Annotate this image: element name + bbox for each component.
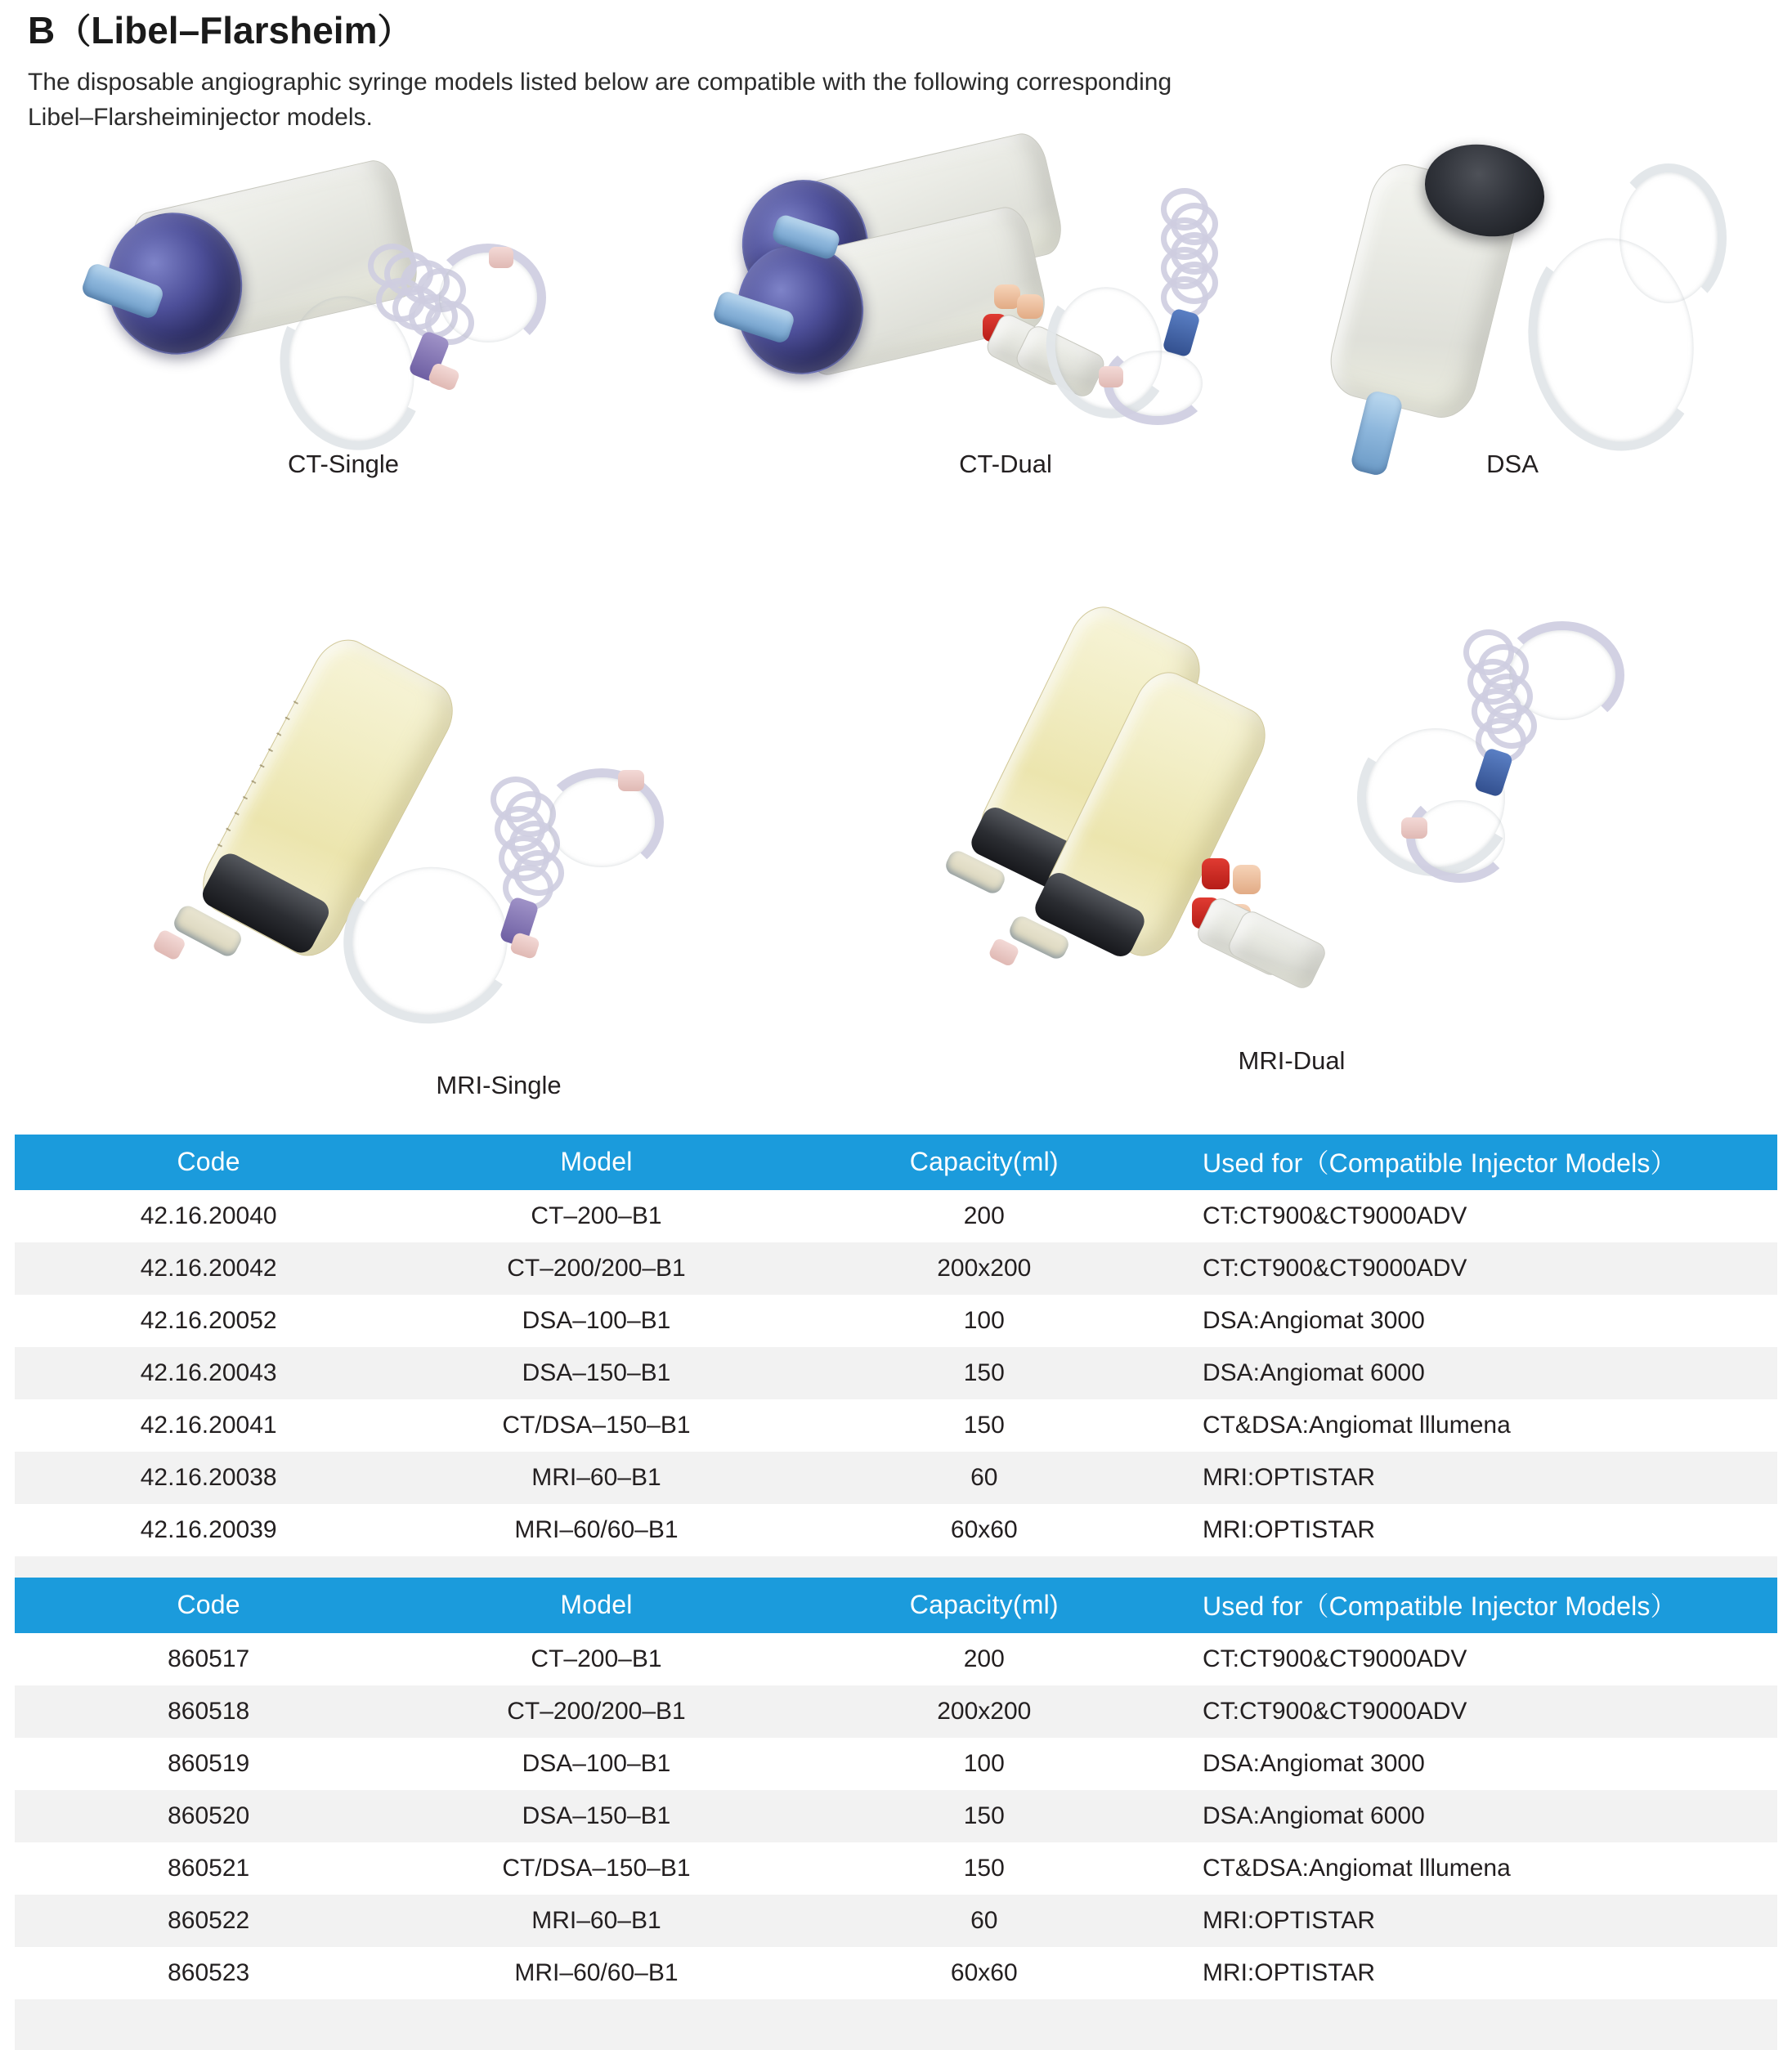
cell-used-for: DSA:Angiomat 6000	[1202, 1359, 1425, 1386]
figure-caption-mri-dual: MRI-Dual	[1238, 1046, 1346, 1075]
cell-capacity: 100	[963, 1307, 1005, 1334]
cell-code: 860521	[168, 1855, 250, 1882]
cell-code: 860520	[168, 1802, 250, 1829]
table-row	[15, 1790, 1777, 1842]
cell-capacity: 100	[963, 1750, 1005, 1777]
table-row	[15, 1242, 1777, 1295]
figure-ct-single	[90, 155, 597, 499]
table-row	[15, 1399, 1777, 1452]
table-row	[15, 1504, 1777, 1556]
cell-used-for: CT&DSA:Angiomat lllumena	[1202, 1412, 1511, 1439]
cell-capacity: 150	[963, 1855, 1005, 1882]
title-paren-close: ）	[377, 12, 412, 51]
cell-code: 42.16.20042	[140, 1255, 277, 1282]
figure-ct-dual	[719, 155, 1292, 499]
figure-caption-ct-single: CT-Single	[287, 450, 400, 478]
cell-code: 860518	[168, 1698, 250, 1725]
cell-capacity: 200x200	[937, 1255, 1032, 1282]
cell-model: DSA–100–B1	[522, 1307, 671, 1334]
spec-table-1-container	[15, 1135, 1777, 1607]
table-row	[15, 1738, 1777, 1790]
table-row	[15, 1895, 1777, 1947]
figure-mri-single	[213, 629, 785, 1120]
cell-capacity: 200	[963, 1202, 1005, 1229]
cell-capacity: 150	[963, 1412, 1005, 1439]
table-row	[15, 1685, 1777, 1738]
cell-code: 42.16.20052	[140, 1307, 277, 1334]
cell-code: 860519	[168, 1750, 250, 1777]
cell-model: CT–200/200–B1	[507, 1255, 686, 1282]
column-header-capacity: Capacity(ml)	[791, 1578, 1178, 1633]
column-header-capacity: Capacity(ml)	[791, 1135, 1178, 1190]
column-header-used-for: Used for（Compatible Injector Models）	[1178, 1135, 1777, 1190]
table-row	[15, 1295, 1777, 1347]
cell-capacity: 60x60	[950, 1959, 1018, 1986]
cell-code: 42.16.20041	[140, 1412, 277, 1439]
cell-code: 860517	[168, 1645, 250, 1672]
figure-dsa	[1284, 123, 1741, 499]
cell-capacity: 60	[970, 1907, 998, 1934]
cell-model: DSA–100–B1	[522, 1750, 671, 1777]
table-row	[15, 1190, 1777, 1242]
cell-code	[15, 1999, 402, 2050]
mri-single-tubing-image	[343, 768, 768, 1079]
cell-model: DSA–150–B1	[522, 1802, 671, 1829]
table-row-empty	[15, 1999, 1777, 2050]
ct-single-tubing-image	[270, 229, 597, 474]
cell-code: 860523	[168, 1959, 250, 1986]
cell-code: 860522	[168, 1907, 250, 1934]
page-title	[28, 5, 1745, 54]
cell-code: 42.16.20038	[140, 1464, 277, 1491]
cell-capacity: 150	[963, 1359, 1005, 1386]
section-header	[28, 5, 1745, 135]
spec-table-2-container	[15, 1578, 1777, 2050]
intro-line-1: The disposable angiographic syringe models listed below are compatible with the following corresponding	[28, 69, 1172, 96]
cell-model: CT/DSA–150–B1	[502, 1412, 691, 1439]
cell-code: 42.16.20043	[140, 1359, 277, 1386]
cell-capacity: 150	[963, 1802, 1005, 1829]
table-row	[15, 1452, 1777, 1504]
column-header-used-for: Used for（Compatible Injector Models）	[1178, 1578, 1777, 1633]
cell-model: CT–200–B1	[531, 1202, 662, 1229]
cell-used-for: DSA:Angiomat 3000	[1202, 1750, 1425, 1777]
cell-code: 42.16.20039	[140, 1516, 277, 1543]
cell-model	[402, 1999, 790, 2050]
column-header-code: Code	[15, 1135, 402, 1190]
cell-model: MRI–60–B1	[531, 1907, 661, 1934]
cell-code: 42.16.20040	[140, 1202, 277, 1229]
cell-model: CT–200–B1	[531, 1645, 662, 1672]
figure-caption-ct-dual: CT-Dual	[959, 450, 1052, 478]
table-row	[15, 1633, 1777, 1685]
figure-caption-dsa: DSA	[1486, 450, 1539, 478]
table-row	[15, 1347, 1777, 1399]
mri-dual-tubing-image	[1324, 621, 1651, 997]
spec-table-2	[15, 1578, 1777, 2050]
cell-capacity: 60x60	[950, 1516, 1018, 1543]
cell-model: MRI–60/60–B1	[514, 1959, 679, 1986]
cell-model: MRI–60/60–B1	[514, 1516, 679, 1543]
table-header-row	[15, 1135, 1777, 1190]
cell-used-for: CT:CT900&CT9000ADV	[1202, 1698, 1467, 1725]
column-header-model: Model	[402, 1578, 790, 1633]
dsa-tubing-image	[1521, 172, 1766, 466]
figure-mri-dual	[948, 605, 1635, 1112]
cell-used-for: DSA:Angiomat 3000	[1202, 1307, 1425, 1334]
cell-used-for: MRI:OPTISTAR	[1202, 1907, 1376, 1934]
cell-used-for: MRI:OPTISTAR	[1202, 1464, 1376, 1491]
cell-capacity	[791, 1999, 1178, 2050]
cell-model: CT/DSA–150–B1	[502, 1855, 691, 1882]
title-paren-open: （	[56, 12, 92, 51]
intro-line-2: Libel–Flarsheiminjector models.	[28, 103, 373, 131]
cell-used-for: CT:CT900&CT9000ADV	[1202, 1255, 1467, 1282]
ct-dual-tubing-image	[1046, 180, 1316, 450]
figure-caption-mri-single: MRI-Single	[436, 1071, 562, 1099]
cell-used-for: MRI:OPTISTAR	[1202, 1959, 1376, 1986]
spec-table-1	[15, 1135, 1777, 1607]
cell-capacity: 200x200	[937, 1698, 1032, 1725]
cell-used-for: CT:CT900&CT9000ADV	[1202, 1645, 1467, 1672]
cell-used-for: MRI:OPTISTAR	[1202, 1516, 1376, 1543]
cell-used-for: DSA:Angiomat 6000	[1202, 1802, 1425, 1829]
cell-capacity: 60	[970, 1464, 998, 1491]
cell-capacity: 200	[963, 1645, 1005, 1672]
column-header-code: Code	[15, 1578, 402, 1633]
section-title-text: Libel–Flarsheim	[91, 9, 378, 51]
column-header-model: Model	[402, 1135, 790, 1190]
table-header-row	[15, 1578, 1777, 1633]
table-row	[15, 1842, 1777, 1895]
cell-model: MRI–60–B1	[531, 1464, 661, 1491]
cell-model: CT–200/200–B1	[507, 1698, 686, 1725]
section-letter: B	[28, 9, 56, 51]
intro-paragraph	[28, 65, 1418, 135]
cell-used-for: CT:CT900&CT9000ADV	[1202, 1202, 1467, 1229]
cell-used-for	[1178, 1999, 1777, 2050]
table-row	[15, 1947, 1777, 1999]
cell-used-for: CT&DSA:Angiomat lllumena	[1202, 1855, 1511, 1882]
cell-model: DSA–150–B1	[522, 1359, 671, 1386]
